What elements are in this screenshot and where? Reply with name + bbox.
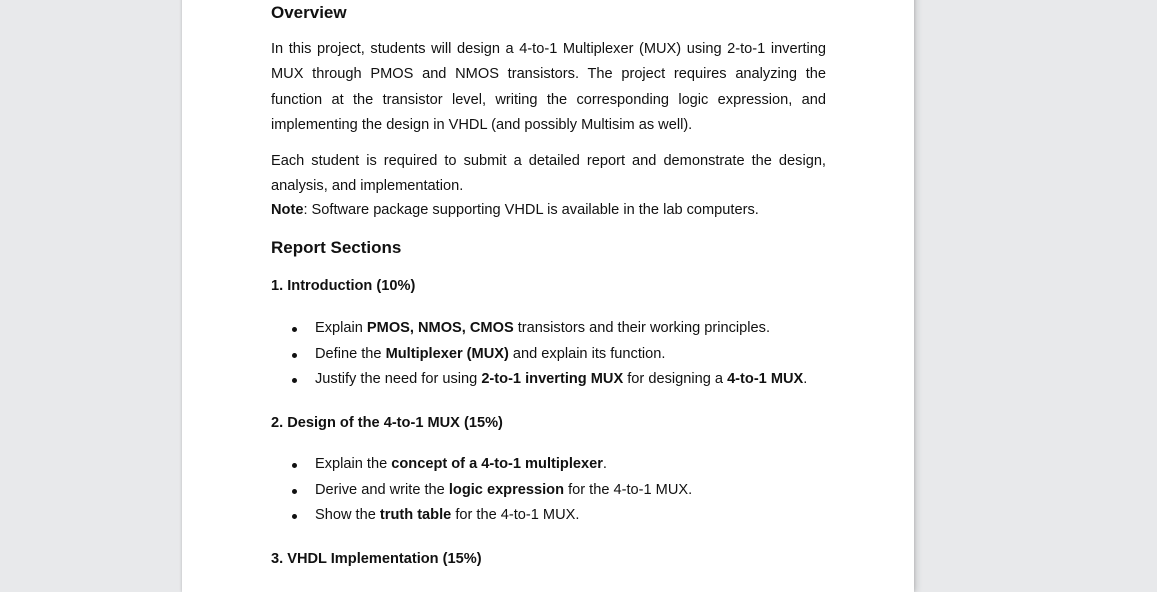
overview-paragraph-1: In this project, students will design a 4-to-1 Multiplexer (MUX) using 2-to-1 inverting MUX through PMOS and NMOS transistors. The project requires analyzing the function at the transistor level, writing the corresponding logic expression, and implementing the design in VHDL (and possibly Multisim as well). (271, 41, 826, 133)
overview-heading: Overview (271, 3, 347, 22)
list-item (271, 367, 807, 393)
bullet-emphasis: 4-to-1 MUX (727, 371, 804, 387)
bullet-emphasis: truth table (379, 507, 452, 523)
bullet-text: . (803, 371, 808, 387)
introduction-bullet-list (271, 316, 807, 393)
bullet-icon (292, 514, 297, 519)
bullet-emphasis: concept of a 4-to-1 multiplexer (391, 456, 603, 472)
section-title-introduction: 1. Introduction (10%) (271, 278, 416, 294)
list-item (271, 316, 807, 342)
bullet-text: Define the (315, 345, 386, 362)
section-title-vhdl: 3. VHDL Implementation (15%) (271, 551, 482, 567)
section-title-design: 2. Design of the 4-to-1 MUX (15%) (271, 415, 503, 431)
bullet-text: Explain (315, 320, 367, 336)
bullet-text: and explain its function. (508, 345, 666, 362)
bullet-text: transistors and their working principles. (513, 320, 770, 336)
bullet-emphasis: logic expression (448, 481, 565, 498)
bullet-icon (292, 327, 297, 332)
note-text: : Software package supporting VHDL is available in the lab computers. (303, 202, 759, 218)
list-item (271, 452, 692, 478)
bullet-text: Explain the (315, 456, 392, 472)
bullet-emphasis: Multiplexer (MUX) (385, 345, 509, 362)
bullet-text: Derive and write the (315, 481, 449, 498)
document-page (182, 0, 914, 592)
overview-paragraph-2: Each student is required to submit a detailed report and demonstrate the design, analysis, and implementation. (271, 153, 826, 195)
report-sections-heading: Report Sections (271, 238, 402, 257)
bullet-text: for designing a (623, 371, 728, 387)
bullet-icon (292, 353, 297, 358)
bullet-emphasis: 2-to-1 inverting MUX (481, 371, 624, 387)
list-item (271, 342, 807, 368)
bullet-emphasis: PMOS, NMOS, CMOS (366, 320, 514, 336)
bullet-text: Show the (315, 507, 380, 523)
bullet-icon (292, 378, 297, 383)
bullet-text: . (602, 456, 607, 472)
list-item (271, 478, 692, 504)
bullet-text: for the 4-to-1 MUX. (564, 481, 693, 498)
bullet-icon (292, 489, 297, 494)
note-label: Note (271, 202, 304, 218)
bullet-icon (292, 463, 297, 468)
bullet-text: Justify the need for using (315, 371, 482, 387)
bullet-text: for the 4-to-1 MUX. (451, 507, 580, 523)
design-bullet-list (271, 452, 692, 529)
note-line (271, 198, 759, 223)
list-item (271, 503, 692, 529)
